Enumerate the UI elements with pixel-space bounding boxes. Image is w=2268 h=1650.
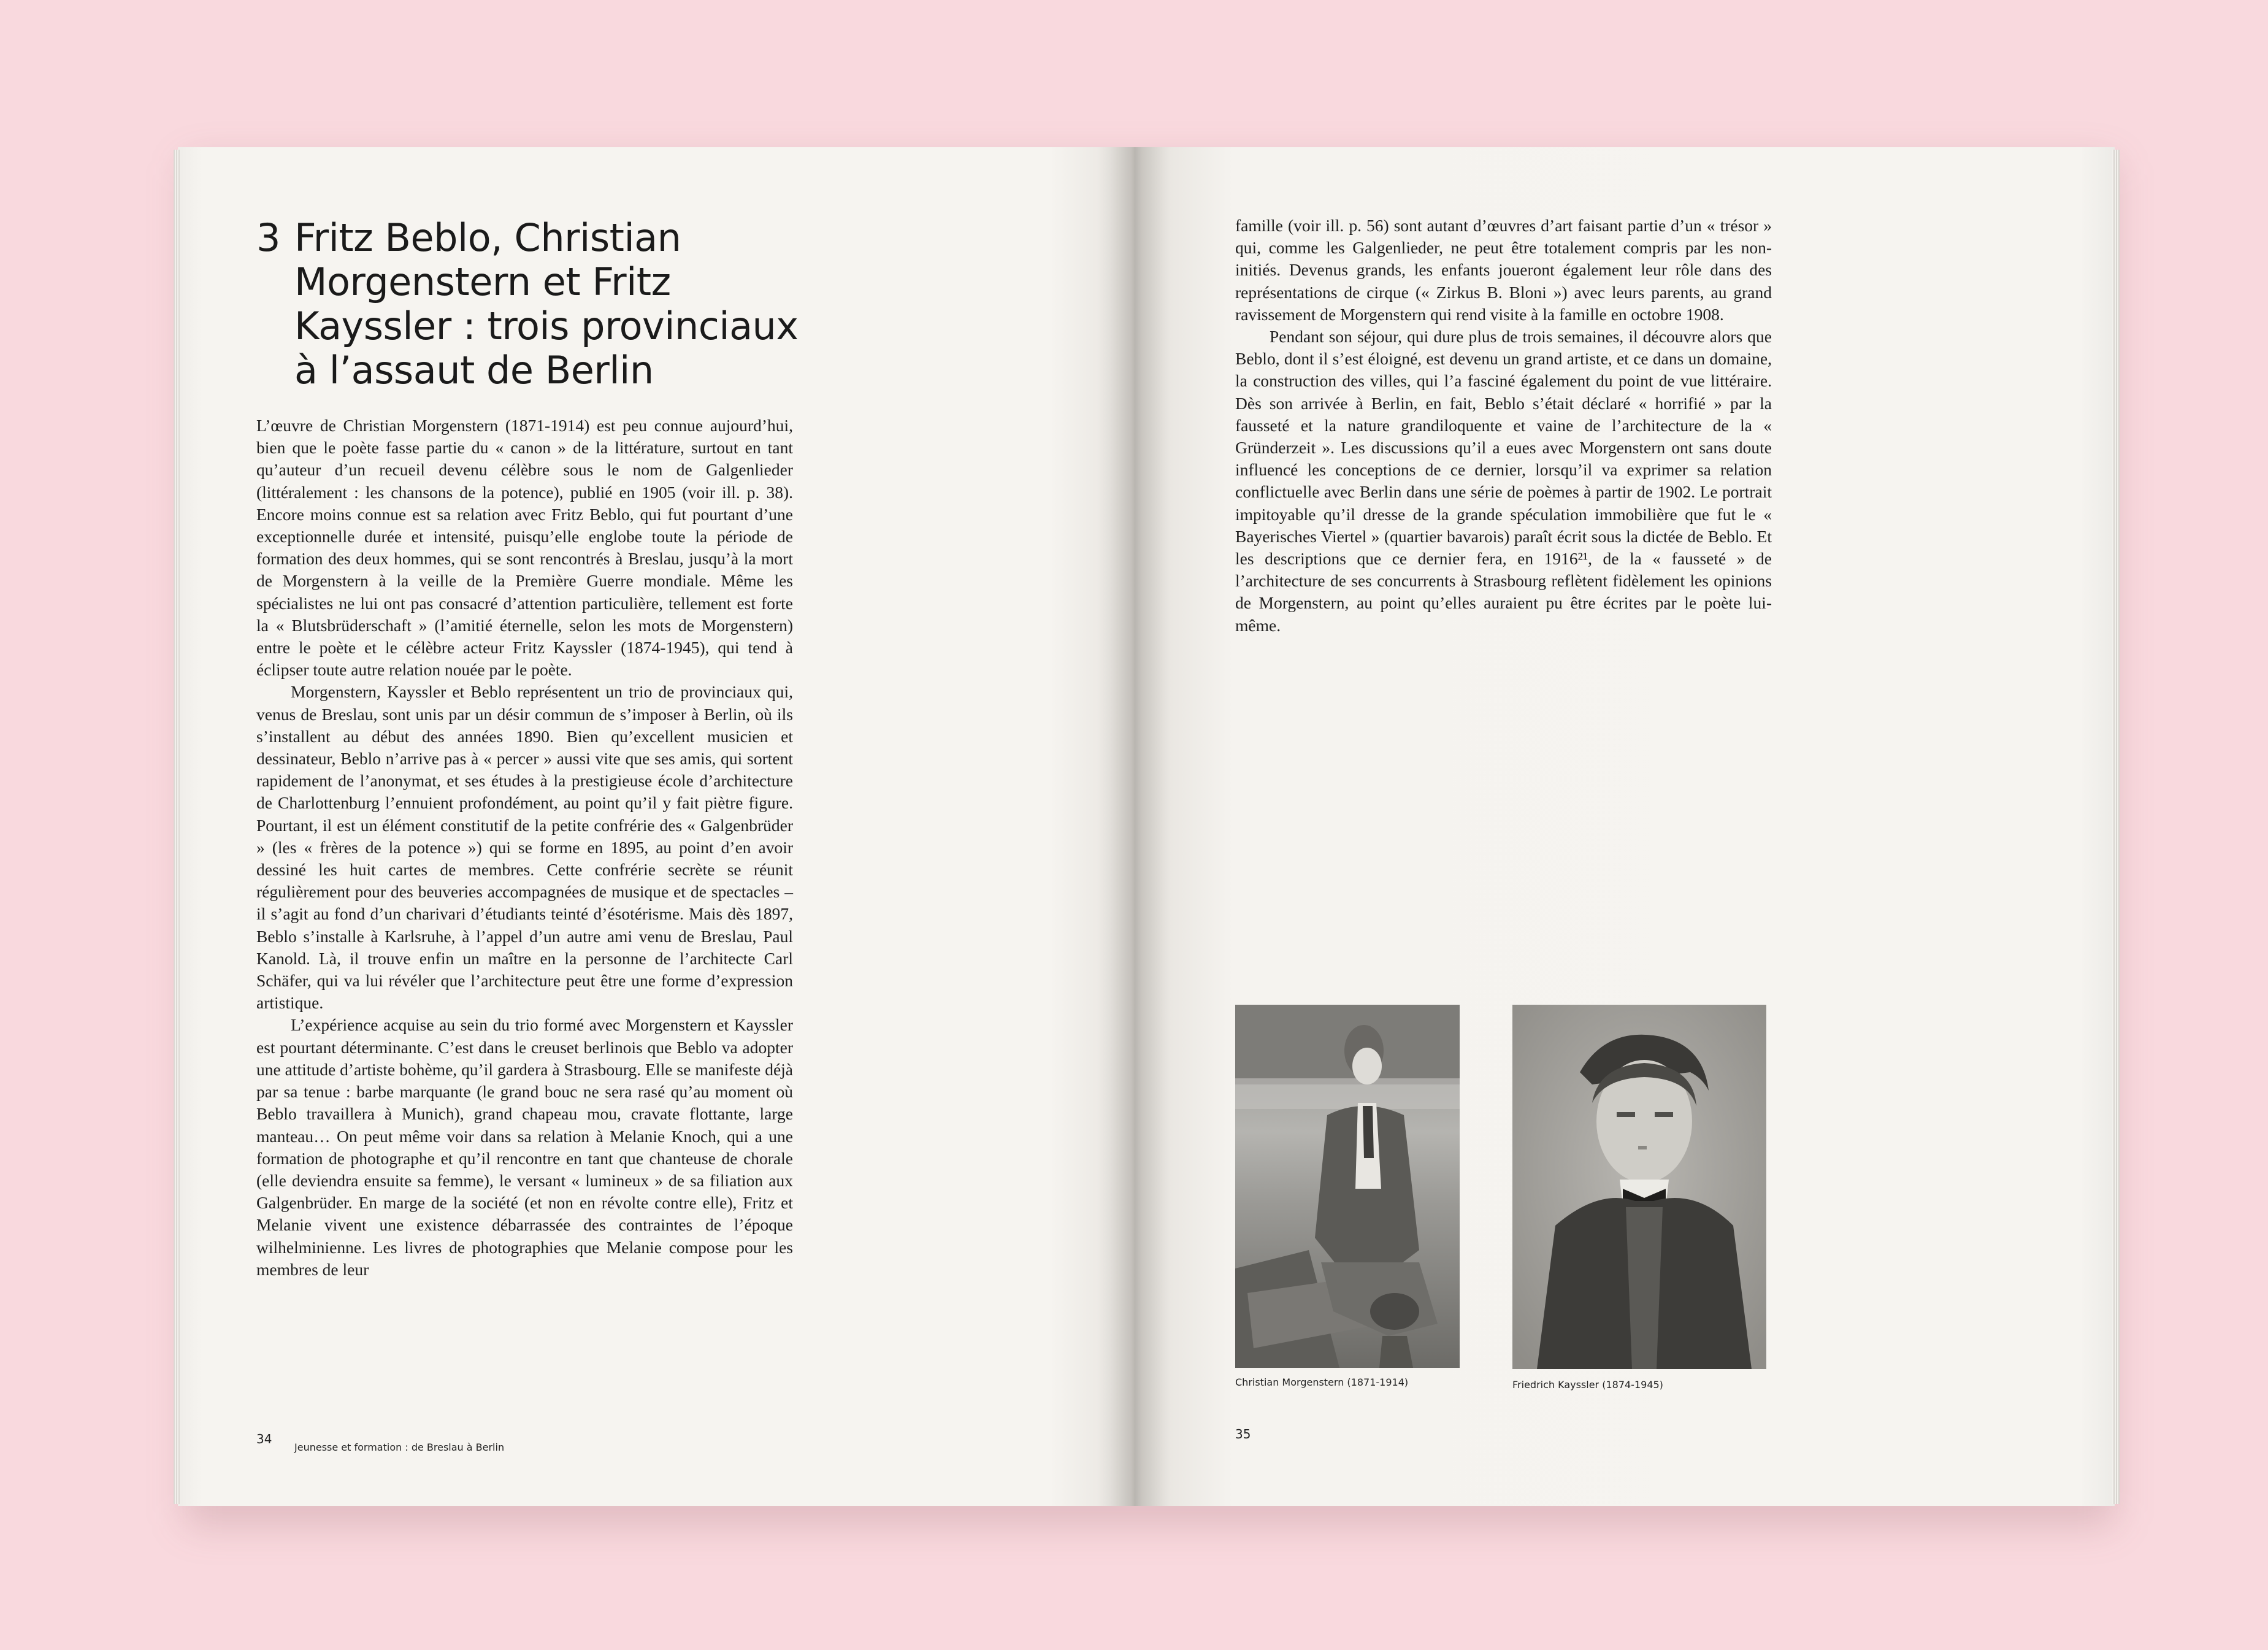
left-page-edges: [174, 150, 180, 1504]
page-number-left: 34: [256, 1432, 272, 1446]
chapter-title: Fritz Beblo, Christian Morgenstern et Fritz Kayssler : trois provinciaux à l’assaut de Berlin: [294, 215, 799, 393]
paragraph: L’œuvre de Christian Morgenstern (1871-1914) est peu connue aujourd’hui, bien que le poète fasse partie du « canon » de la littérature, surtout en tant qu’auteur d’un recueil devenu célèbre sous le nom de Galgenlieder (littéralement : les chansons de la potence), publié en 1905 (voir ill. p. 38). Encore moins connue est sa relation avec Fritz Beblo, qui fut pourtant d’une exceptionnelle durée et intensité, puisqu’elle englobe toute la période de formation des deux hommes, qui se sont rencontrés à Breslau, jusqu’à la mort de Morgenstern à la veille de la Première Guerre mondiale. Même les spécialistes ne lui ont pas consacré d’attention particulière, tellement est forte la « Blutsbrüderschaft » (l’amitié éternelle, selon les mots de Morgenstern) entre le poète et le célèbre acteur Fritz Kayssler (1874-1945), qui tend à éclipser toute autre relation nouée par le poète.: [256, 416, 793, 680]
page-number-right: 35: [1235, 1427, 1251, 1441]
book-gutter: [1098, 147, 1171, 1506]
running-head: Jeunesse et formation : de Breslau à Berlin: [294, 1441, 505, 1453]
paragraph: famille (voir ill. p. 56) sont autant d’œuvres d’art faisant partie d’un « trésor » qui, comme les Galgenlieder, ne peut être totalement compris par les non-initiés. Devenus grands, les enfants joueront également leur rôle dans des représentations de cirque (« Zirkus B. Bloni ») avec leurs parents, au grand ravissement de Morgenstern qui rend visite à la famille en octobre 1908.: [1235, 216, 1772, 324]
chapter-number: 3: [256, 215, 281, 260]
right-page-edges: [2112, 150, 2120, 1504]
paragraph: L’expérience acquise au sein du trio formé avec Morgenstern et Kayssler est pourtant déterminante. C’est dans le creuset berlinois que Beblo va adopter une attitude d’artiste bohème, qu’il gardera à Strasbourg. Elle se manifeste déjà par sa tenue : barbe marquante (le grand bouc ne sera rasé qu’au moment où Beblo travaillera à Munich), grand chapeau mou, cravate flottante, large manteau… On peut même voir dans sa relation à Melanie Knoch, qui a une formation de photographe et qu’il rencontre en tant que chanteuse de chorale (elle deviendra ensuite sa femme), le versant « lumineux » de sa filiation aux Galgenbrüder. En marge de la société (et non en révolte contre elle), Fritz et Melanie vivent une existence débarrassée des contraintes de l’époque wilhelminienne. Les livres de photographies que Melanie compose pour les membres de leur: [256, 1015, 793, 1279]
paragraph: Morgenstern, Kayssler et Beblo représentent un trio de provinciaux qui, venus de Breslau, sont unis par un désir commun de s’imposer à Berlin, où ils s’installent au début des années 1890. Bien qu’excellent musicien et dessinateur, Beblo n’arrive pas à « percer » aussi vite que ses amis, qui sortent rapidement de l’anonymat, et ses études à la prestigieuse école d’architecture de Charlottenburg l’ennuient profondément, au point qu’il y fait piètre figure. Pourtant, il est un élément constitutif de la petite confrérie des « Galgenbrüder » (les « frères de la potence ») qui se forme en 1895, au point d’en avoir dessiné les huit cartes de membres. Cette confrérie secrète se réunit régulièrement pour des beuveries accompagnées de musique et de spectacles – il s’agit au fond d’un charivari d’étudiants teinté d’ésotérisme. Mais dès 1897, Beblo s’installe à Karlsruhe, à l’appel d’un autre ami venu de Breslau, Paul Kanold. Là, il trouve enfin un maître en la personne de l’architecte Carl Schäfer, qui va lui révéler que l’architecture peut être une forme d’expression artistique.: [256, 682, 793, 1013]
caption-kayssler: Friedrich Kayssler (1874-1945): [1512, 1379, 1663, 1391]
left-column-text: [256, 415, 793, 1281]
photo-morgenstern: [1235, 1005, 1460, 1368]
photo-kayssler: [1512, 1005, 1766, 1369]
right-column-text: [1235, 215, 1772, 637]
caption-morgenstern: Christian Morgenstern (1871-1914): [1235, 1376, 1409, 1388]
paragraph: Pendant son séjour, qui dure plus de trois semaines, il découvre alors que Beblo, dont il s’est éloigné, est devenu un grand artiste, et ce dans un domaine, la construction des villes, qui l’a fasciné également du point de vue littéraire. Dès son arrivée à Berlin, en fait, Beblo s’était déclaré « horrifié » par la fausseté et la nature grandiloquente et vaine de l’architecture de la « Gründerzeit ». Les discussions qu’il a eues avec Morgenstern ont sans doute influencé les conceptions de ce dernier, lorsqu’il va exprimer sa relation conflictuelle avec Berlin dans une série de poèmes à partir de 1902. Le portrait impitoyable qu’il dresse de la grande spéculation immobilière que fut le « Bayerisches Viertel » (quartier bavarois) paraît écrit sous la dictée de Beblo. Et les descriptions que ce dernier fera, en 1916²¹, de la « fausseté » de l’architecture de ses concurrents à Strasbourg reflètent fidèlement les opinions de Morgenstern, au point qu’elles auraient pu être écrites par le poète lui-même.: [1235, 327, 1772, 635]
